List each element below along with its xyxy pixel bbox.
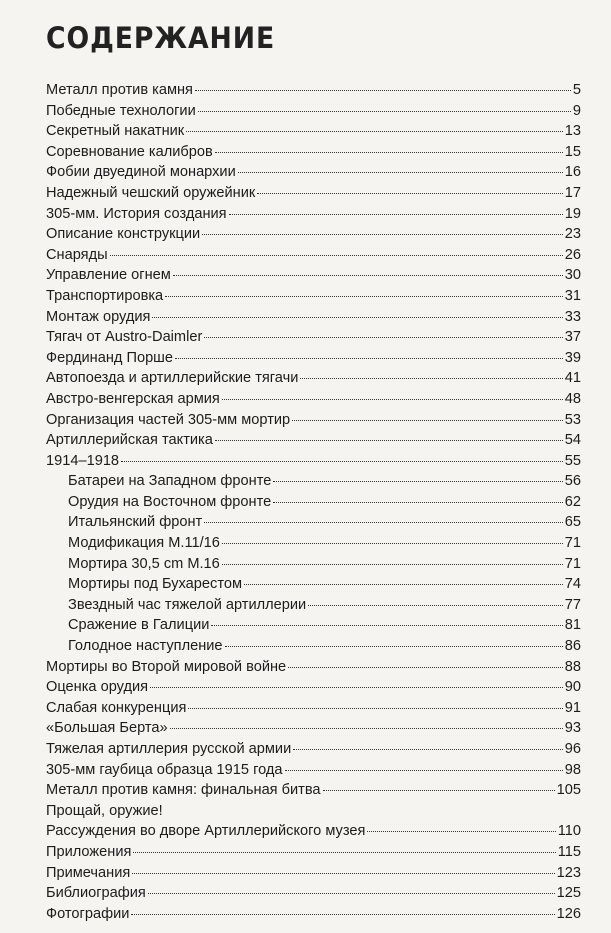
toc-entry-page-number: 13: [564, 123, 581, 140]
toc-entry-page-number: 86: [564, 638, 581, 655]
toc-entry: [46, 842, 581, 863]
toc-entry: [46, 245, 581, 266]
toc-entry: [46, 451, 581, 472]
toc-entry-label: Австро-венгерская армия: [46, 390, 220, 407]
toc-entry: [46, 554, 581, 575]
dot-leader: [188, 708, 562, 709]
toc-entry-label: «Большая Берта»: [46, 720, 168, 737]
dot-leader: [175, 358, 563, 359]
dot-leader: [131, 914, 554, 915]
dot-leader: [293, 749, 563, 750]
toc-entry: [46, 121, 581, 142]
dot-leader: [244, 584, 563, 585]
dot-leader: [121, 461, 563, 462]
toc-entry: [46, 142, 581, 163]
toc-entry-page-number: 90: [564, 679, 581, 696]
dot-leader: [323, 790, 555, 791]
dot-leader: [186, 131, 563, 132]
toc-entry: [46, 101, 581, 122]
dot-leader: [170, 728, 563, 729]
toc-entry-label: Тяжелая артиллерия русской армии: [46, 741, 292, 757]
toc-entry: [46, 574, 581, 595]
dot-leader: [152, 317, 562, 318]
toc-entry-page-number: 115: [557, 843, 581, 860]
toc-entry-page-number: 31: [564, 287, 581, 304]
toc-entry-label: Слабая конкуренция: [46, 699, 187, 716]
toc-entry-page-number: 37: [564, 329, 581, 346]
page-title: СОДЕРЖАНИЕ: [46, 21, 276, 55]
toc-entry-label: Надежный чешский оружейник: [46, 184, 256, 201]
toc-entry: [46, 512, 581, 533]
toc-entry-label: Модификация М.11/16: [68, 535, 220, 552]
toc-entry: [46, 307, 581, 328]
toc-entry: [46, 224, 581, 245]
toc-entry-label: Организация частей 305-мм мортир: [46, 411, 291, 428]
toc-entry: [46, 821, 581, 842]
toc-entry-page-number: 16: [564, 164, 581, 181]
toc-entry-page-number: 81: [564, 617, 581, 634]
toc-entry-page-number: 62: [564, 493, 581, 510]
dot-leader: [215, 440, 563, 441]
dot-leader: [229, 214, 563, 215]
toc-entry-label: Тягач от Austro-Daimler: [46, 329, 203, 346]
toc-entry-page-number: 5: [572, 82, 581, 98]
dot-leader: [150, 687, 563, 688]
toc-entry-label: Мортира 30,5 cm M.16: [68, 555, 220, 572]
toc-entry-label: Примечания: [46, 864, 131, 881]
toc-entry-label: Голодное наступление: [68, 638, 223, 655]
dot-leader: [308, 605, 563, 606]
toc-entry: [46, 368, 581, 389]
dot-leader: [133, 852, 555, 853]
toc-entry: [46, 430, 581, 451]
toc-entry-page-number: 88: [564, 658, 581, 675]
toc-entry-label: Мортиры во Второй мировой войне: [46, 658, 287, 675]
toc-entry: [46, 327, 581, 348]
toc-entry: [46, 760, 581, 781]
toc-entry-label: Управление огнем: [46, 267, 171, 284]
toc-entry: [46, 389, 581, 410]
dot-leader: [132, 873, 554, 874]
toc-entry-page-number: 125: [556, 885, 581, 902]
toc-entry-page-number: 23: [564, 226, 581, 243]
toc-entry-label: Орудия на Восточном фронте: [68, 493, 272, 510]
dot-leader: [204, 522, 563, 523]
dot-leader: [222, 543, 563, 544]
toc-entry: [46, 204, 581, 225]
toc-entry: [46, 471, 581, 492]
toc-entry-page-number: 123: [556, 864, 581, 881]
toc-entry: [46, 863, 581, 884]
toc-entry-label: 305-мм гаубица образца 1915 года: [46, 761, 283, 778]
dot-leader: [165, 296, 563, 297]
toc-entry-page-number: 71: [564, 555, 581, 572]
toc-entry-label: 305-мм. История создания: [46, 205, 227, 222]
dot-leader: [215, 152, 563, 153]
toc-entry: [46, 636, 581, 657]
dot-leader: [222, 564, 563, 565]
toc-entry-label: Прощай, оружие!: [46, 802, 163, 819]
toc-entry-label: Фердинанд Порше: [46, 349, 174, 366]
toc-entry-label: Металл против камня: финальная битва: [46, 782, 321, 799]
toc-entry-label: Соревнование калибров: [46, 143, 213, 160]
dot-leader: [257, 193, 563, 194]
toc-entry: [46, 677, 581, 698]
toc-entry-page-number: 26: [564, 246, 581, 263]
toc-entry-page-number: 48: [564, 390, 581, 407]
toc-entry: [46, 780, 581, 801]
toc-list: [46, 80, 581, 924]
dot-leader: [148, 893, 555, 894]
toc-entry: [46, 657, 581, 678]
dot-leader: [204, 337, 562, 338]
toc-entry: [46, 718, 581, 739]
dot-leader: [288, 667, 563, 668]
toc-entry: [46, 533, 581, 554]
toc-entry-label: Металл против камня: [46, 82, 193, 98]
dot-leader: [300, 378, 562, 379]
toc-entry: [46, 265, 581, 286]
toc-entry: [46, 904, 581, 925]
toc-entry-label: Итальянский фронт: [68, 514, 203, 531]
toc-entry-page-number: 105: [556, 782, 581, 799]
dot-leader: [292, 420, 563, 421]
toc-entry-label: Мортиры под Бухарестом: [68, 576, 242, 593]
toc-entry-label: 1914–1918: [46, 452, 120, 469]
dot-leader: [238, 172, 563, 173]
toc-entry-page-number: 55: [564, 452, 581, 469]
toc-entry-page-number: 9: [572, 102, 581, 119]
toc-entry-label: Батареи на Западном фронте: [68, 473, 272, 490]
toc-entry-label: Секретный накатник: [46, 123, 185, 140]
toc-entry-page-number: 77: [564, 596, 581, 613]
toc-entry-label: Транспортировка: [46, 287, 164, 304]
toc-entry-page-number: 98: [564, 761, 581, 778]
toc-entry: [46, 698, 581, 719]
toc-entry-page-number: 126: [556, 905, 581, 922]
toc-entry: [46, 739, 581, 760]
toc-entry-page-number: 91: [564, 699, 581, 716]
toc-entry-page-number: 17: [564, 184, 581, 201]
toc-entry-page-number: 33: [564, 308, 581, 325]
toc-entry-page-number: 74: [564, 576, 581, 593]
toc-entry-label: Автопоезда и артиллерийские тягачи: [46, 370, 299, 387]
toc-entry-label: Оценка орудия: [46, 679, 149, 696]
toc-entry: [46, 492, 581, 513]
toc-entry-label: Сражение в Галиции: [68, 617, 210, 634]
toc-entry-label: Победные технологии: [46, 102, 196, 119]
dot-leader: [367, 831, 555, 832]
toc-entry: [46, 162, 581, 183]
toc-entry-label: Описание конструкции: [46, 226, 201, 243]
toc-entry-page-number: 54: [564, 432, 581, 449]
toc-entry: [46, 883, 581, 904]
toc-entry: [46, 801, 581, 822]
toc-entry-label: Фотографии: [46, 905, 130, 922]
dot-leader: [225, 646, 563, 647]
toc-entry-page-number: 53: [564, 411, 581, 428]
toc-entry-label: Приложения: [46, 843, 132, 860]
toc-entry-page-number: 110: [557, 823, 581, 840]
toc-entry: [46, 348, 581, 369]
dot-leader: [198, 111, 571, 112]
dot-leader: [211, 625, 562, 626]
dot-leader: [273, 502, 563, 503]
toc-entry: [46, 183, 581, 204]
toc-entry-page-number: 39: [564, 349, 581, 366]
toc-entry-page-number: 65: [564, 514, 581, 531]
toc-entry-label: Рассуждения во дворе Артиллерийского музея: [46, 823, 366, 840]
toc-entry: [46, 80, 581, 101]
toc-entry: [46, 410, 581, 431]
dot-leader: [173, 275, 563, 276]
toc-entry-page-number: 56: [564, 473, 581, 490]
toc-entry-label: Фобии двуединой монархии: [46, 164, 236, 181]
toc-entry-page-number: 71: [564, 535, 581, 552]
toc-entry-page-number: 41: [564, 370, 581, 387]
toc-entry-label: Библиография: [46, 885, 146, 902]
dot-leader: [202, 234, 563, 235]
toc-entry-label: Артиллерийская тактика: [46, 432, 213, 449]
dot-leader: [195, 90, 571, 91]
toc-entry-page-number: 93: [564, 720, 581, 737]
toc-entry-page-number: 19: [564, 205, 581, 222]
toc-entry: [46, 595, 581, 616]
dot-leader: [285, 770, 563, 771]
toc-entry-label: Снаряды: [46, 246, 108, 263]
toc-entry-page-number: 96: [564, 741, 581, 757]
toc-entry-label: Монтаж орудия: [46, 308, 151, 325]
toc-entry-page-number: 30: [564, 267, 581, 284]
toc-entry: [46, 286, 581, 307]
toc-entry-page-number: 15: [564, 143, 581, 160]
dot-leader: [222, 399, 563, 400]
toc-entry: [46, 615, 581, 636]
dot-leader: [110, 255, 563, 256]
toc-entry-label: Звездный час тяжелой артиллерии: [68, 596, 307, 613]
dot-leader: [273, 481, 562, 482]
